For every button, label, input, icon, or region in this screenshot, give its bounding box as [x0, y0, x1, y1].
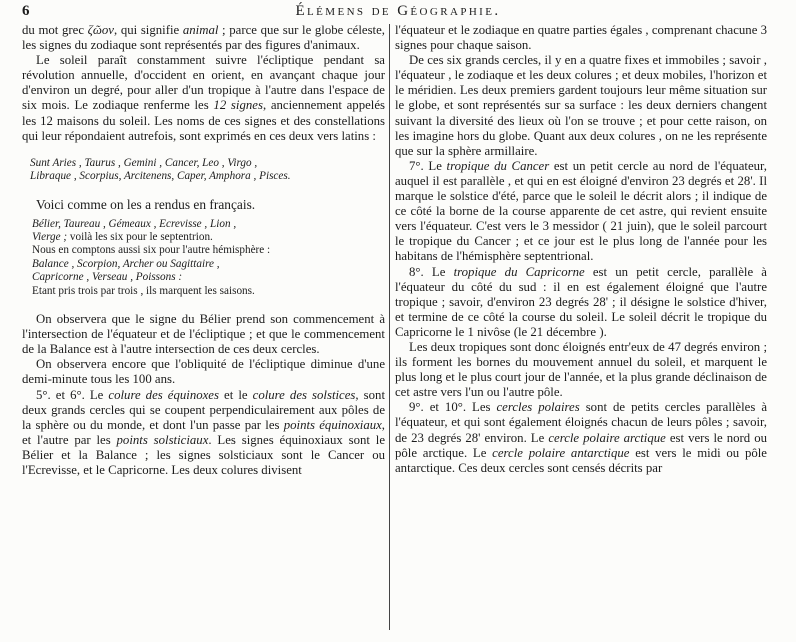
paragraph-polar-circles: 9°. et 10°. Les cercles polaires sont de petits cercles parallèles à l'équateur, et qui sont également éloignés chacun de leurs pôles ; savoir, de 23 degrés 28' environ. Le cercle polaire arctique est vers le nord ou pôle arctique. Le cercle polaire antarctique est vers le midi ou pôle antarctique. Ces deux cercles sont censés décrits par [395, 400, 767, 475]
latin-verse-line: Libraque , Scorpius, Arcitenens, Caper, Amphora , Pisces. [30, 170, 291, 183]
paragraph-equator-division: l'équateur et le zodiaque en quatre parties égales , comprenant chacune 3 signes pour chaque saison. [395, 23, 767, 53]
paragraph-animal: du mot grec ζῶον, qui signifie animal ; parce que sur le globe céleste, les signes du zodiaque sont représentés par des figures d'animaux. [22, 23, 385, 53]
french-verse-line: Vierge ; voilà les six pour le septentrion. [32, 231, 213, 244]
french-verses [32, 218, 385, 298]
paragraph-colures: 5°. et 6°. Le colure des équinoxes et le colure des solstices, sont deux grands cercles qui se coupent perpendiculairement aux pôles de la sphère ou du monde, et dont l'un passe par les points équinoxiaux, et l'autre par les points solsticiaux. Les signes équinoxiaux sont le Bélier et la Balance ; les signes solsticiaux sont le Cancer ou l'Ecrevisse, et le Capricorne. Les deux colures divisent [22, 387, 385, 478]
greek-word: ζῶον [87, 23, 114, 37]
paragraph-tropic-capricorn: 8°. Le tropique du Capricorne est un petit cercle, parallèle à l'équateur du côté du sud : il en est également éloigné que l'autre tropique ; savoir, d'environ 23 degrés 28' ; il désigne le solstice d'hiver, et termine de ce côté la course du soleil. Le soleil décrit le tropique du Capricorne le 1 nivôse (le 21 décembre ). [395, 264, 767, 339]
paragraph-belier: On observera que le signe du Bélier prend son commencement à l'intersection de l'équateur et de l'écliptique ; et que le commencement de la Balance est à l'autre intersection de ces deux cercles. [22, 312, 385, 357]
latin-verses [30, 157, 385, 184]
latin-verse-line: Sunt Aries , Taurus , Gemini , Cancer, Leo , Virgo , [30, 156, 258, 169]
french-verse-line: Bélier, Taureau , Gémeaux , Ecrevisse , Lion , [32, 217, 237, 230]
paragraph-tropic-cancer: 7°. Le tropique du Cancer est un petit cercle au nord de l'équateur, auquel il est parallèle , et qui en est éloigné d'environ 23 degrés et 28'. Il marque le solstice d'été, parce que le soleil le décrit alors ; il indique de ce côté la borne de la course apparente de cet astre, qui revient ensuite vers l'équateur. C'est vers le 3 messidor ( 21 juin), que le soleil parcourt le tropique du Cancer ; et ce jour est le plus long de l'année pour les habitans de l'hémisphère septentrional. [395, 158, 767, 264]
column-divider [389, 24, 390, 630]
paragraph-six-circles: De ces six grands cercles, il y en a quatre fixes et immobiles ; savoir , l'équateur , le zodiaque et les deux colures ; et deux mobiles, l'horizon et le méridien. Les deux premiers gardent toujours leur même situation sur le globe, et sont représentés sur sa surface : les deux derniers changent suivant la diversité des lieux où l'on se trouve ; et pour cette raison, on les imagine hors du globe. Quant aux deux colures , on ne les représente que sur la sphère armillaire. [395, 53, 767, 158]
left-column [22, 23, 385, 478]
french-verse-line: Etant pris trois par trois , ils marquent les saisons. [32, 284, 255, 297]
paragraph-two-tropics: Les deux tropiques sont donc éloignés entr'eux de 47 degrés environ ; ils forment les bornes du mouvement annuel du soleil, et marquent le plus long et le plus court jour de l'année, et la plus grande déclinaison de cet astre vers l'un ou l'autre pôle. [395, 339, 767, 400]
paragraph-ecliptic: Le soleil paraît constamment suivre l'écliptique pendant sa révolution annuelle, d'occident en orient, en avançant chaque jour d'environ un degré, pour aller d'un tropique à l'autre dans l'espace de six mois. Le zodiaque renferme les 12 signes, anciennement appelés les 12 maisons du soleil. Les noms de ces signes et des constellations qui leur répondaient autrefois, sont exprimés en ces deux vers latins : [22, 53, 386, 143]
page-number: 6 [22, 3, 30, 19]
french-verse-line: Nous en comptons aussi six pour l'autre hémisphère : [32, 244, 271, 257]
french-verse-line: Capricorne , Verseau , Poissons : [32, 271, 183, 284]
right-column [395, 23, 767, 476]
french-intro: Voici comme on les a rendus en français. [36, 196, 256, 212]
running-title: Élémens de Géographie. [295, 3, 501, 19]
paragraph-obliquity: On observera encore que l'obliquité de l'écliptique diminue d'une demi-minute tous les 100 ans. [22, 357, 385, 387]
french-verse-line: Balance , Scorpion, Archer ou Sagittaire , [32, 257, 220, 270]
